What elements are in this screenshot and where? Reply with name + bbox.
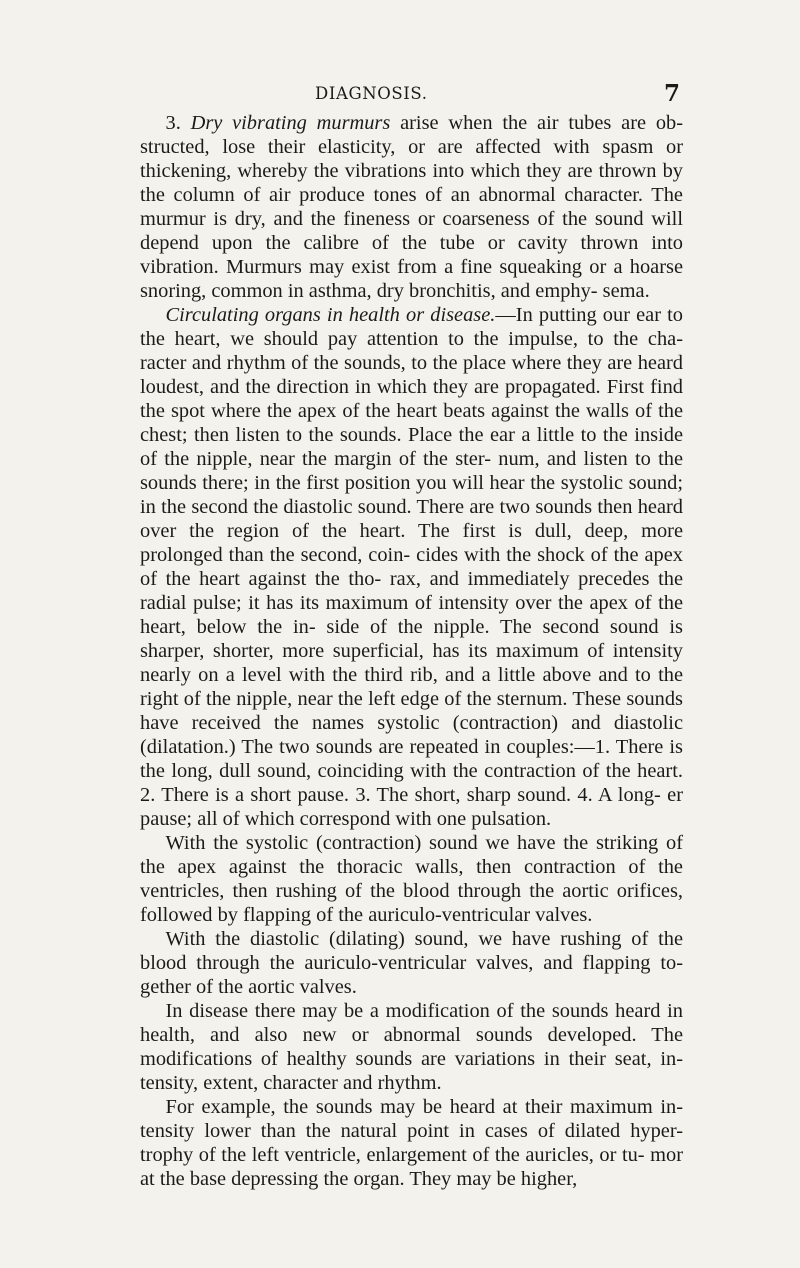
paragraph-italic-heading: Circulating organs in health or disease. [165, 304, 496, 326]
paragraph [140, 111, 683, 303]
paragraph-text: —In putting our ear to the heart, we should pay attention to the impulse, to the cha- racter and rhythm of the sounds, to the place where they are heard loudest, and the direction in which they are propagated. First find the spot where the apex of the heart beats against the walls of the chest; then listen to the sounds. Place the ear a little to the inside of the nipple, near the margin of the ster- num, and listen to the sounds there; in the first position you will hear the systolic sound; in the second the diastolic sound. There are two sounds then heard over the region of the heart. The first is dull, deep, more prolonged than the second, coin- cides with the shock of the apex of the heart against the tho- rax, and immediately precedes the radial pulse; it has its maximum of intensity over the apex of the heart, below the in- side of the nipple. The second sound is sharper, shorter, more superficial, has its maximum of intensity nearly on a level with the third rib, and a little above and to the right of the nipple, near the left edge of the sternum. These sounds have received the names systolic (contraction) and diastolic (dilatation.) The two sounds are repeated in couples:—1. There is the long, dull sound, coinciding with the contraction of the heart. 2. There is a short pause. 3. The short, sharp sound. 4. A long- er pause; all of which correspond with one pulsation. [140, 304, 683, 830]
paragraph-text: With the systolic (contraction) sound we have the striking of the apex against the thoracic walls, then contraction of the ventricles, then rushing of the blood through the aortic orifices, followed by flapping of the auriculo-ventricular valves. [140, 832, 683, 926]
paragraph [140, 303, 683, 831]
paragraph [140, 1095, 683, 1191]
body-text [140, 111, 683, 1191]
paragraph-lead: 3. [165, 112, 191, 134]
paragraph-text: With the diastolic (dilating) sound, we have rushing of the blood through the auriculo-ventricular valves, and flapping to- gether of the aortic valves. [140, 928, 683, 998]
paragraph-text: arise when the air tubes are ob- structed, lose their elasticity, or are affected with spasm or thickening, whereby the vibrations into which they are thrown by the column of air produce tones of an abnormal character. The murmur is dry, and the fineness or coarseness of the sound will depend upon the calibre of the tube or cavity thrown into vibration. Murmurs may exist from a fine squeaking or a hoarse snoring, common in asthma, dry bronchitis, and emphy- sema. [140, 112, 684, 302]
paragraph [140, 999, 683, 1095]
paragraph-text: In disease there may be a modification of the sounds heard in health, and also new or abnormal sounds developed. The modifications of healthy sounds are variations in their seat, in- tensity, extent, character and rhythm. [140, 1000, 683, 1094]
page-number: 7 [663, 80, 680, 107]
paragraph [140, 927, 683, 999]
paragraph-italic-heading: Dry vibrating murmurs [190, 112, 391, 134]
running-head [315, 80, 680, 110]
paragraph-text: For example, the sounds may be heard at their maximum in- tensity lower than the natural point in cases of dilated hyper- trophy of the left ventricle, enlargement of the auricles, or tu- mor at the base depressing the organ. They may be higher, [140, 1096, 683, 1190]
paragraph [140, 831, 683, 927]
running-head-title: DIAGNOSIS. [315, 84, 428, 103]
